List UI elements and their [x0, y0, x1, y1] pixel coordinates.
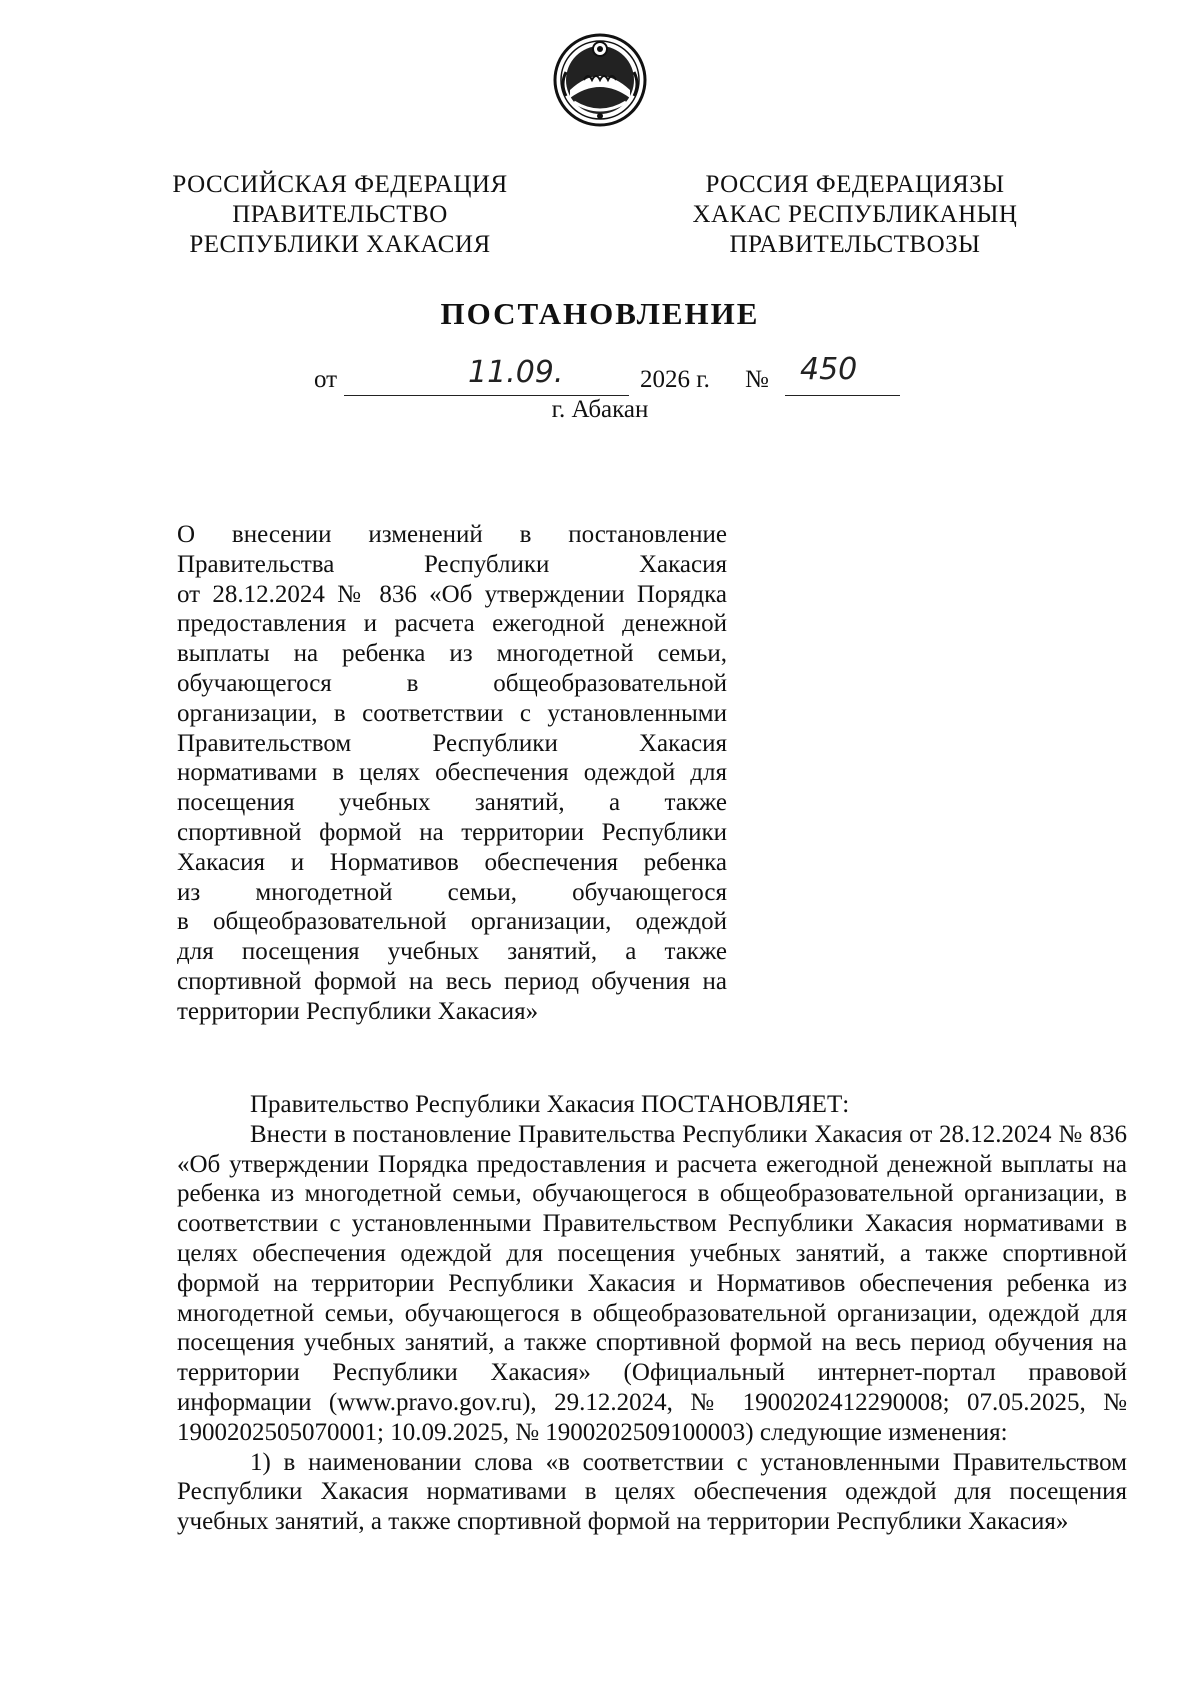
header-left-line-3: РЕСПУБЛИКИ ХАКАСИЯ	[189, 231, 491, 258]
subject-line: предоставления и расчета ежегодной денежной	[177, 610, 727, 638]
header-right-line-1: РОССИЯ ФЕДЕРАЦИЯЗЫ	[705, 171, 1005, 198]
subject-line: Правительства Республики Хакасия	[177, 550, 727, 578]
body-paragraph-amend: Внести в постановление Правительства Республики Хакасия от 28.12.2024 № 836 «Об утверждении Порядка предоставления и расчета ежегодной денежной выплаты на ребенка из многодетной семьи, обучающегося в общеобразовательной организации, в соответствии с установленными Правительством Республики Хакасия нормативами в целях обеспечения одеждой для посещения учебных занятий, а также спортивной формой на территории Республики Хакасия и Нормативов обеспечения ребенка из многодетной семьи, обучающегося в общеобразовательной организации, одеждой для посещения учебных занятий, а также спортивной формой на весь период обучения на территории Республики Хакасия» (Официальный интернет-портал правовой информации (www.pravo.gov.ru), 29.12.2024, № 1900202412290008; 07.05.2025, № 1900202505070001; 10.09.2025, № 1900202509100003) следующие изменения:	[177, 1120, 1127, 1446]
subject-line: О внесении изменений в постановление	[177, 521, 727, 548]
subject-line: Хакасия и Нормативов обеспечения ребенка	[177, 848, 727, 876]
body-paragraph-resolves: Правительство Республики Хакасия ПОСТАНОВЛЯЕТ:	[250, 1091, 850, 1118]
date-year: 2026 г.	[640, 366, 710, 393]
subject-line: в общеобразовательной организации, одеждой	[177, 908, 727, 936]
subject-line: организации, в соответствии с установленными	[177, 699, 727, 727]
header-right-line-2: ХАКАС РЕСПУБЛИКАНЫҢ	[692, 201, 1018, 228]
header-right-block	[690, 170, 1020, 260]
header-right-line-3: ПРАВИТЕЛЬСТВОЗЫ	[729, 231, 981, 258]
subject-line: от 28.12.2024 № 836 «Об утверждении Порядка	[177, 580, 727, 608]
coat-of-arms-emblem	[552, 32, 648, 128]
subject-line: из многодетной семьи, обучающегося	[177, 878, 727, 906]
subject-line: спортивной формой на весь период обучения на	[177, 967, 727, 995]
city: г. Абакан	[551, 396, 649, 423]
body-paragraph-item-1: 1) в наименовании слова «в соответствии с установленными Правительством Республики Хакасия нормативами в целях обеспечения одеждой для посещения учебных занятий, а также спортивной формой на территории Республики Хакасия»	[177, 1448, 1127, 1536]
handwritten-date: 11.09.	[468, 355, 564, 390]
subject-line: нормативами в целях обеспечения одеждой для	[177, 759, 727, 787]
date-prefix: от	[314, 366, 338, 393]
subject-line: территории Республики Хакасия»	[177, 997, 539, 1025]
header-left-line-2: ПРАВИТЕЛЬСТВО	[232, 201, 448, 228]
subject-line: выплаты на ребенка из многодетной семьи,	[177, 640, 727, 668]
number-sign: №	[745, 366, 769, 393]
subject-line: спортивной формой на территории Республики	[177, 818, 727, 846]
handwritten-number: 450	[800, 352, 858, 387]
subject-block	[177, 520, 727, 1027]
document-body	[177, 1090, 1127, 1537]
document-title: ПОСТАНОВЛЕНИЕ	[440, 296, 760, 331]
subject-line: для посещения учебных занятий, а также	[177, 938, 727, 966]
header-left-block	[160, 170, 520, 260]
subject-line: обучающегося в общеобразовательной	[177, 669, 727, 697]
subject-line: посещения учебных занятий, а также	[177, 789, 727, 817]
header-left-line-1: РОССИЙСКАЯ ФЕДЕРАЦИЯ	[172, 171, 508, 198]
subject-line: Правительством Республики Хакасия	[177, 729, 727, 757]
